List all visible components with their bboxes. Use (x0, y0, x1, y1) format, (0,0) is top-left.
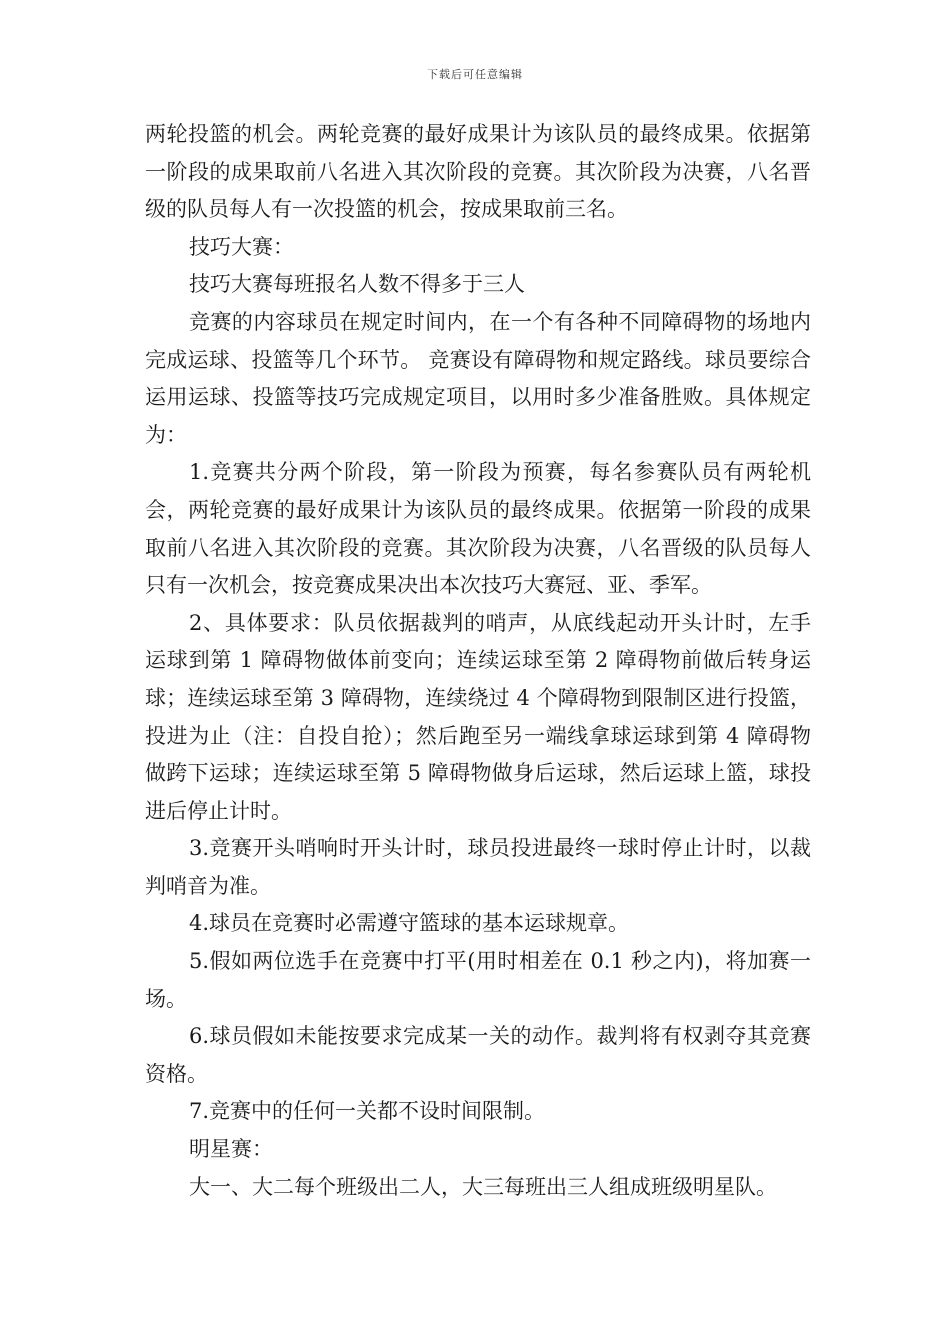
paragraph-3: 技巧大赛每班报名人数不得多于三人 (189, 272, 525, 297)
paragraph-8: 4.球员在竞赛时必需遵守篮球的基本运球规章。 (189, 911, 630, 936)
paragraph-12: 明星赛： (189, 1137, 273, 1162)
page-header: 下载后可任意编辑 (427, 68, 523, 81)
paragraph-2: 技巧大赛： (189, 234, 294, 259)
document-body (145, 116, 811, 1206)
paragraph-4: 竞赛的内容球员在规定时间内，在一个有各种不同障碍物的场地内完成运球、投篮等几个环节。 竞赛设有障碍物和规定路线。球员要综合运用运球、投篮等技巧完成规定项目，以用时多少准备胜败。具体规定为： (145, 309, 811, 447)
paragraph-5: 1.竞赛共分两个阶段，第一阶段为预赛，每名参赛队员有两轮机会，两轮竞赛的最好成果计为该队员的最终成果。依据第一阶段的成果取前八名进入其次阶段的竞赛。其次阶段为决赛，八名晋级的队员每人只有一次机会，按竞赛成果决出本次技巧大赛冠、亚、季军。 (145, 460, 811, 598)
paragraph-13: 大一、大二每个班级出二人，大三每班出三人组成班级明星队。 (189, 1174, 777, 1199)
paragraph-1: 两轮投篮的机会。两轮竞赛的最好成果计为该队员的最终成果。依据第一阶段的成果取前八名进入其次阶段的竞赛。其次阶段为决赛，八名晋级的队员每人有一次投篮的机会，按成果取前三名。 (145, 122, 811, 222)
paragraph-10: 6.球员假如未能按要求完成某一关的动作。裁判将有权剥夺其竞赛资格。 (145, 1024, 811, 1086)
paragraph-11: 7.竞赛中的任何一关都不设时间限制。 (189, 1099, 546, 1124)
paragraph-6: 2、具体要求：队员依据裁判的哨声，从底线起动开头计时，左手运球到第 1 障碍物做体前变向；连续运球至第 2 障碍物前做后转身运球；连续运球至第 3 障碍物，连续绕过 4 个障碍物到限制区进行投篮，投进为止（注：自投自抢）；然后跑至另一端线拿球运球到第 4 障碍物做跨下运球；连续运球至第 5 障碍物做身后运球，然后运球上篮，球投进后停止计时。 (145, 610, 811, 823)
paragraph-7: 3.竞赛开头哨响时开头计时，球员投进最终一球时停止计时，以裁判哨音为准。 (145, 836, 811, 898)
paragraph-9: 5.假如两位选手在竞赛中打平(用时相差在 0.1 秒之内)，将加赛一场。 (145, 949, 811, 1011)
